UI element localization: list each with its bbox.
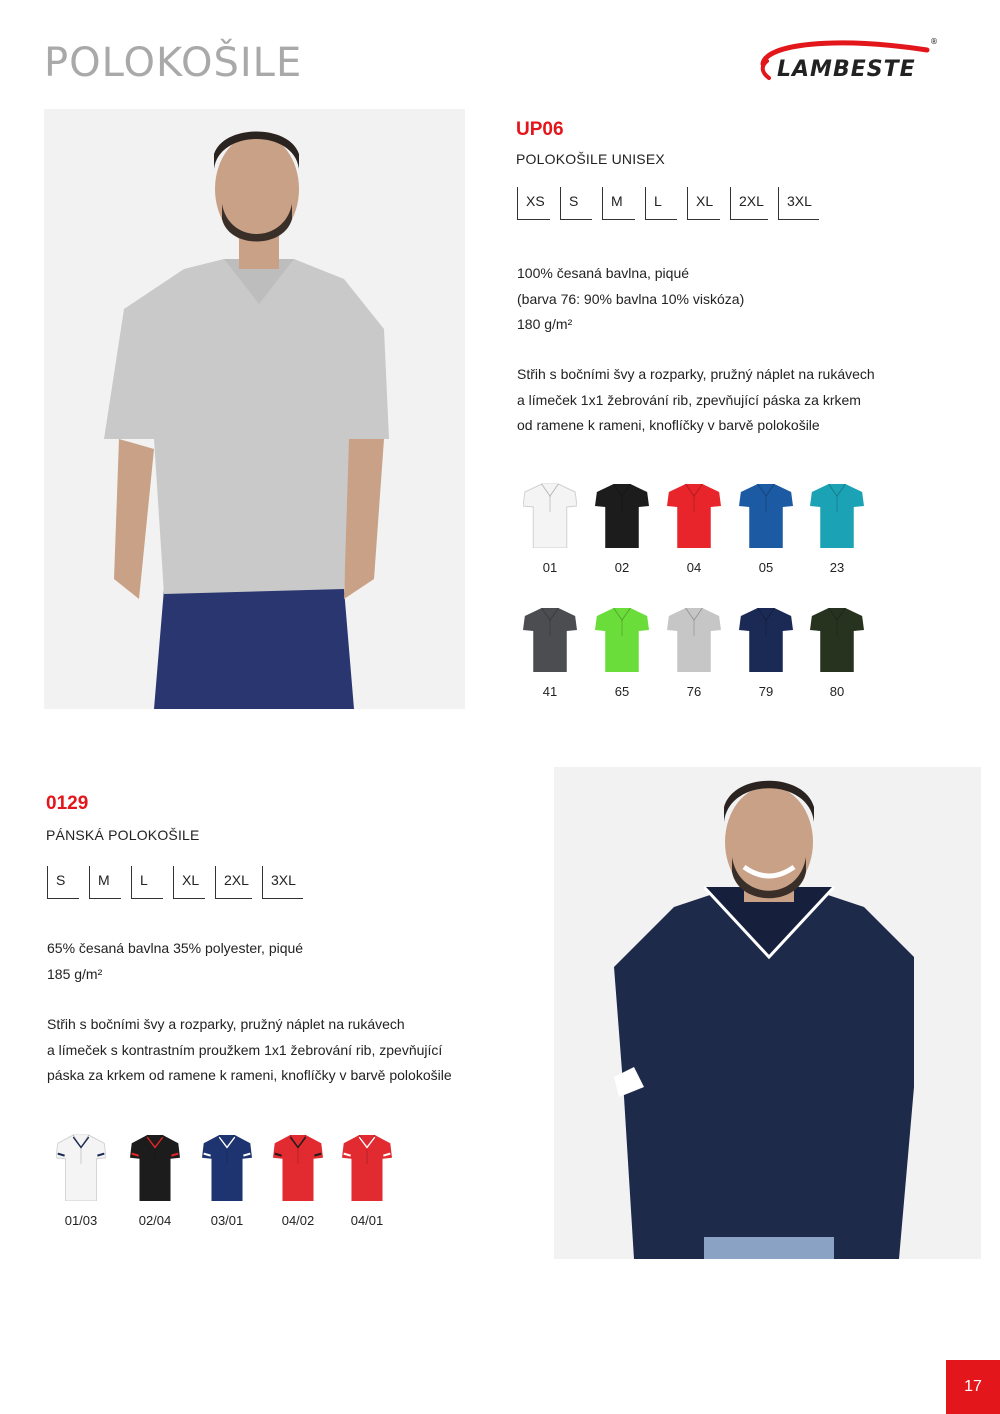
color-swatch [46, 1133, 116, 1228]
material-info [517, 261, 744, 338]
description-line: páska za krkem od ramene k rameni, knoflíčky v barvě polokošile [47, 1067, 452, 1083]
polo-shirt-icon [587, 482, 657, 548]
size-m: M [89, 866, 121, 899]
color-code-label: 76 [686, 684, 702, 699]
polo-shirt-icon [731, 482, 801, 548]
description-line: a límeček s kontrastním proužkem 1x1 žebrování rib, zpevňující [47, 1041, 443, 1058]
color-swatch [802, 482, 872, 575]
color-code-label: 03/01 [210, 1213, 244, 1228]
color-swatch [659, 482, 729, 575]
size-list [517, 187, 829, 220]
product-description [517, 362, 875, 439]
product-subtitle: PÁNSKÁ POLOKOŠILE [46, 827, 200, 843]
page-number: 17 [946, 1360, 1000, 1414]
svg-text:®: ® [930, 37, 938, 46]
polo-shirt-icon [659, 482, 729, 548]
color-code-label: 41 [542, 684, 558, 699]
color-swatch [731, 482, 801, 575]
description-line: a límeček 1x1 žebrování rib, zpevňující páska za krkem [517, 391, 861, 408]
size-3xl: 3XL [778, 187, 819, 220]
size-2xl: 2XL [730, 187, 768, 220]
color-code-label: 02/04 [138, 1213, 172, 1228]
color-code-label: 05 [758, 560, 774, 575]
material-line: 185 g/m² [47, 965, 103, 982]
polo-shirt-icon [192, 1133, 262, 1201]
size-2xl: 2XL [215, 866, 252, 899]
polo-shirt-icon [802, 482, 872, 548]
description-line: Střih s bočními švy a rozparky, pružný náplet na rukávech [47, 1016, 405, 1032]
color-swatch [515, 482, 585, 575]
polo-shirt-icon [515, 482, 585, 548]
color-code-label: 02 [614, 560, 630, 575]
size-list [47, 866, 313, 899]
color-swatch [192, 1133, 262, 1228]
description-line: od ramene k rameni, knoflíčky v barvě polokošile [517, 417, 820, 433]
model-photo-navy-polo [554, 767, 981, 1259]
polo-shirt-icon [731, 606, 801, 672]
color-swatch [802, 606, 872, 699]
model-photo-grey-polo [44, 109, 465, 709]
lambeste-logo [755, 34, 940, 84]
size-xl: XL [173, 866, 205, 899]
product-code: 0129 [46, 793, 89, 814]
color-swatch [263, 1133, 333, 1228]
size-s: S [47, 866, 79, 899]
polo-shirt-icon [46, 1133, 116, 1201]
color-code-label: 04 [686, 560, 702, 575]
color-swatch [659, 606, 729, 699]
color-code-label: 04/01 [350, 1213, 384, 1228]
color-code-label: 01 [542, 560, 558, 575]
size-xs: XS [517, 187, 550, 220]
size-l: L [645, 187, 677, 220]
color-code-label: 04/02 [281, 1213, 315, 1228]
size-s: S [560, 187, 592, 220]
color-code-label: 79 [758, 684, 774, 699]
color-swatch [332, 1133, 402, 1228]
color-swatch [515, 606, 585, 699]
color-code-label: 23 [829, 560, 845, 575]
material-line: 180 g/m² [517, 316, 573, 332]
polo-shirt-icon [587, 606, 657, 672]
material-line: 65% česaná bavlna 35% polyester, piqué [47, 940, 304, 956]
product-code: UP06 [516, 119, 564, 140]
product-description [47, 1012, 452, 1089]
color-code-label: 01/03 [64, 1213, 98, 1228]
polo-shirt-icon [515, 606, 585, 672]
polo-shirt-icon [120, 1133, 190, 1201]
polo-shirt-icon [659, 606, 729, 672]
color-swatch [731, 606, 801, 699]
svg-text:LAMBESTE: LAMBESTE [777, 57, 916, 82]
material-info [47, 936, 303, 987]
description-line: Střih s bočními švy a rozparky, pružný náplet na rukávech [517, 366, 875, 382]
product-subtitle: POLOKOŠILE UNISEX [516, 151, 665, 167]
color-code-label: 80 [829, 684, 845, 699]
size-3xl: 3XL [262, 866, 303, 899]
polo-shirt-icon [263, 1133, 333, 1201]
material-line: 100% česaná bavlna, piqué [517, 265, 690, 281]
polo-shirt-icon [332, 1133, 402, 1201]
page-title: POLOKOŠILE [44, 40, 303, 86]
color-swatch [587, 482, 657, 575]
size-xl: XL [687, 187, 720, 220]
color-swatch [587, 606, 657, 699]
size-m: M [602, 187, 635, 220]
color-swatch [120, 1133, 190, 1228]
size-l: L [131, 866, 163, 899]
color-code-label: 65 [614, 684, 630, 699]
material-line: (barva 76: 90% bavlna 10% viskóza) [517, 290, 745, 307]
polo-shirt-icon [802, 606, 872, 672]
